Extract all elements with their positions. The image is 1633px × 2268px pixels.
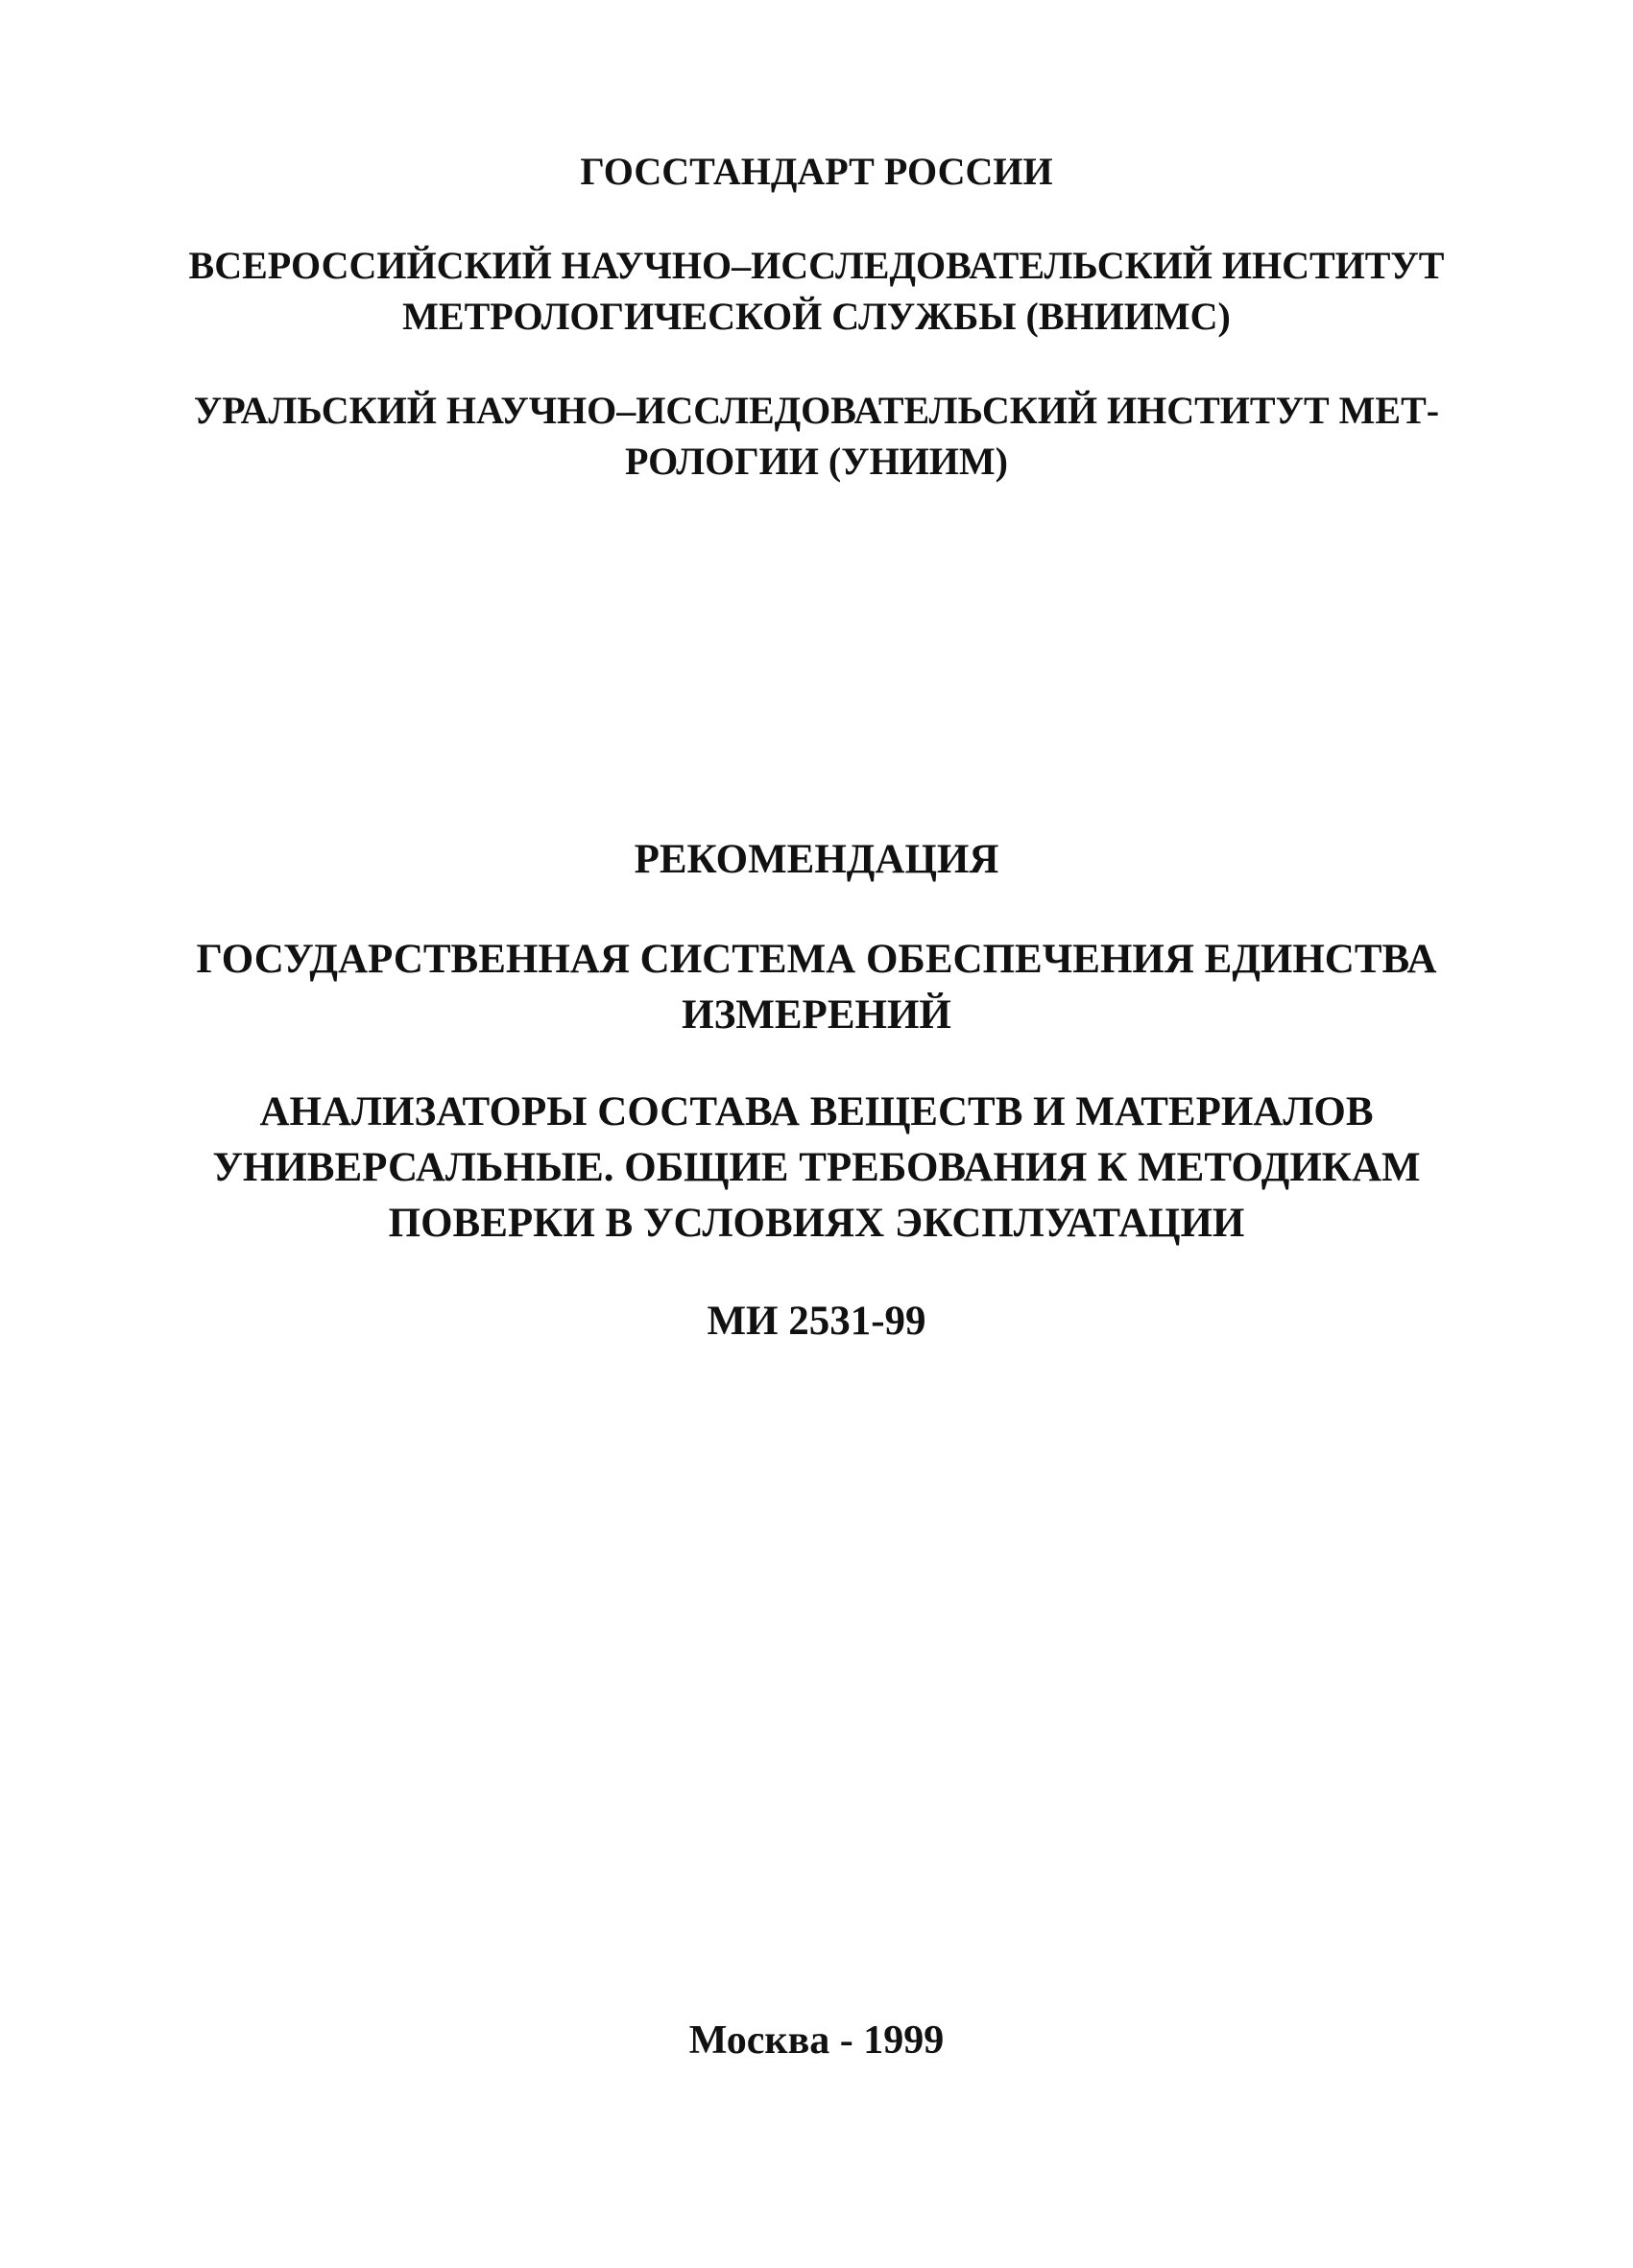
system-title-line-2: ИЗМЕРЕНИЙ [682, 992, 951, 1038]
document-number-text: МИ 2531-99 [707, 1299, 926, 1344]
agency-name [0, 146, 1633, 197]
document-number [0, 1294, 1633, 1349]
institute-vniims-line-1: ВСЕРОССИЙСКИЙ НАУЧНО–ИССЛЕДОВАТЕЛЬСКИЙ ИНСТИТУТ [188, 244, 1445, 287]
city-year-text: Москва - 1999 [688, 2018, 945, 2063]
institute-uniim [0, 385, 1633, 487]
document-type-text: РЕКОМЕНДАЦИЯ [634, 837, 999, 882]
system-title-line-1: ГОСУДАРСТВЕННАЯ СИСТЕМА ОБЕСПЕЧЕНИЯ ЕДИНСТВА [196, 937, 1437, 982]
institute-vniims-line-2: МЕТРОЛОГИЧЕСКОЙ СЛУЖБЫ (ВНИИМС) [402, 295, 1231, 338]
institute-uniim-line-1: УРАЛЬСКИЙ НАУЧНО–ИССЛЕДОВАТЕЛЬСКИЙ ИНСТИТУТ МЕТ- [193, 389, 1440, 432]
city-year [0, 2014, 1633, 2067]
system-title [0, 932, 1633, 1043]
institute-vniims [0, 240, 1633, 342]
document-subject-line-3: ПОВЕРКИ В УСЛОВИЯХ ЭКСПЛУАТАЦИИ [388, 1201, 1245, 1246]
document-subject-line-1: АНАЛИЗАТОРЫ СОСТАВА ВЕЩЕСТВ И МАТЕРИАЛОВ [259, 1089, 1374, 1134]
agency-name-text: ГОССТАНДАРТ РОССИИ [580, 150, 1053, 193]
document-subject [0, 1085, 1633, 1252]
institute-uniim-line-2: РОЛОГИИ (УНИИМ) [624, 440, 1008, 483]
document-subject-line-2: УНИВЕРСАЛЬНЫЕ. ОБЩИЕ ТРЕБОВАНИЯ К МЕТОДИКАМ [212, 1145, 1421, 1190]
document-type [0, 832, 1633, 888]
